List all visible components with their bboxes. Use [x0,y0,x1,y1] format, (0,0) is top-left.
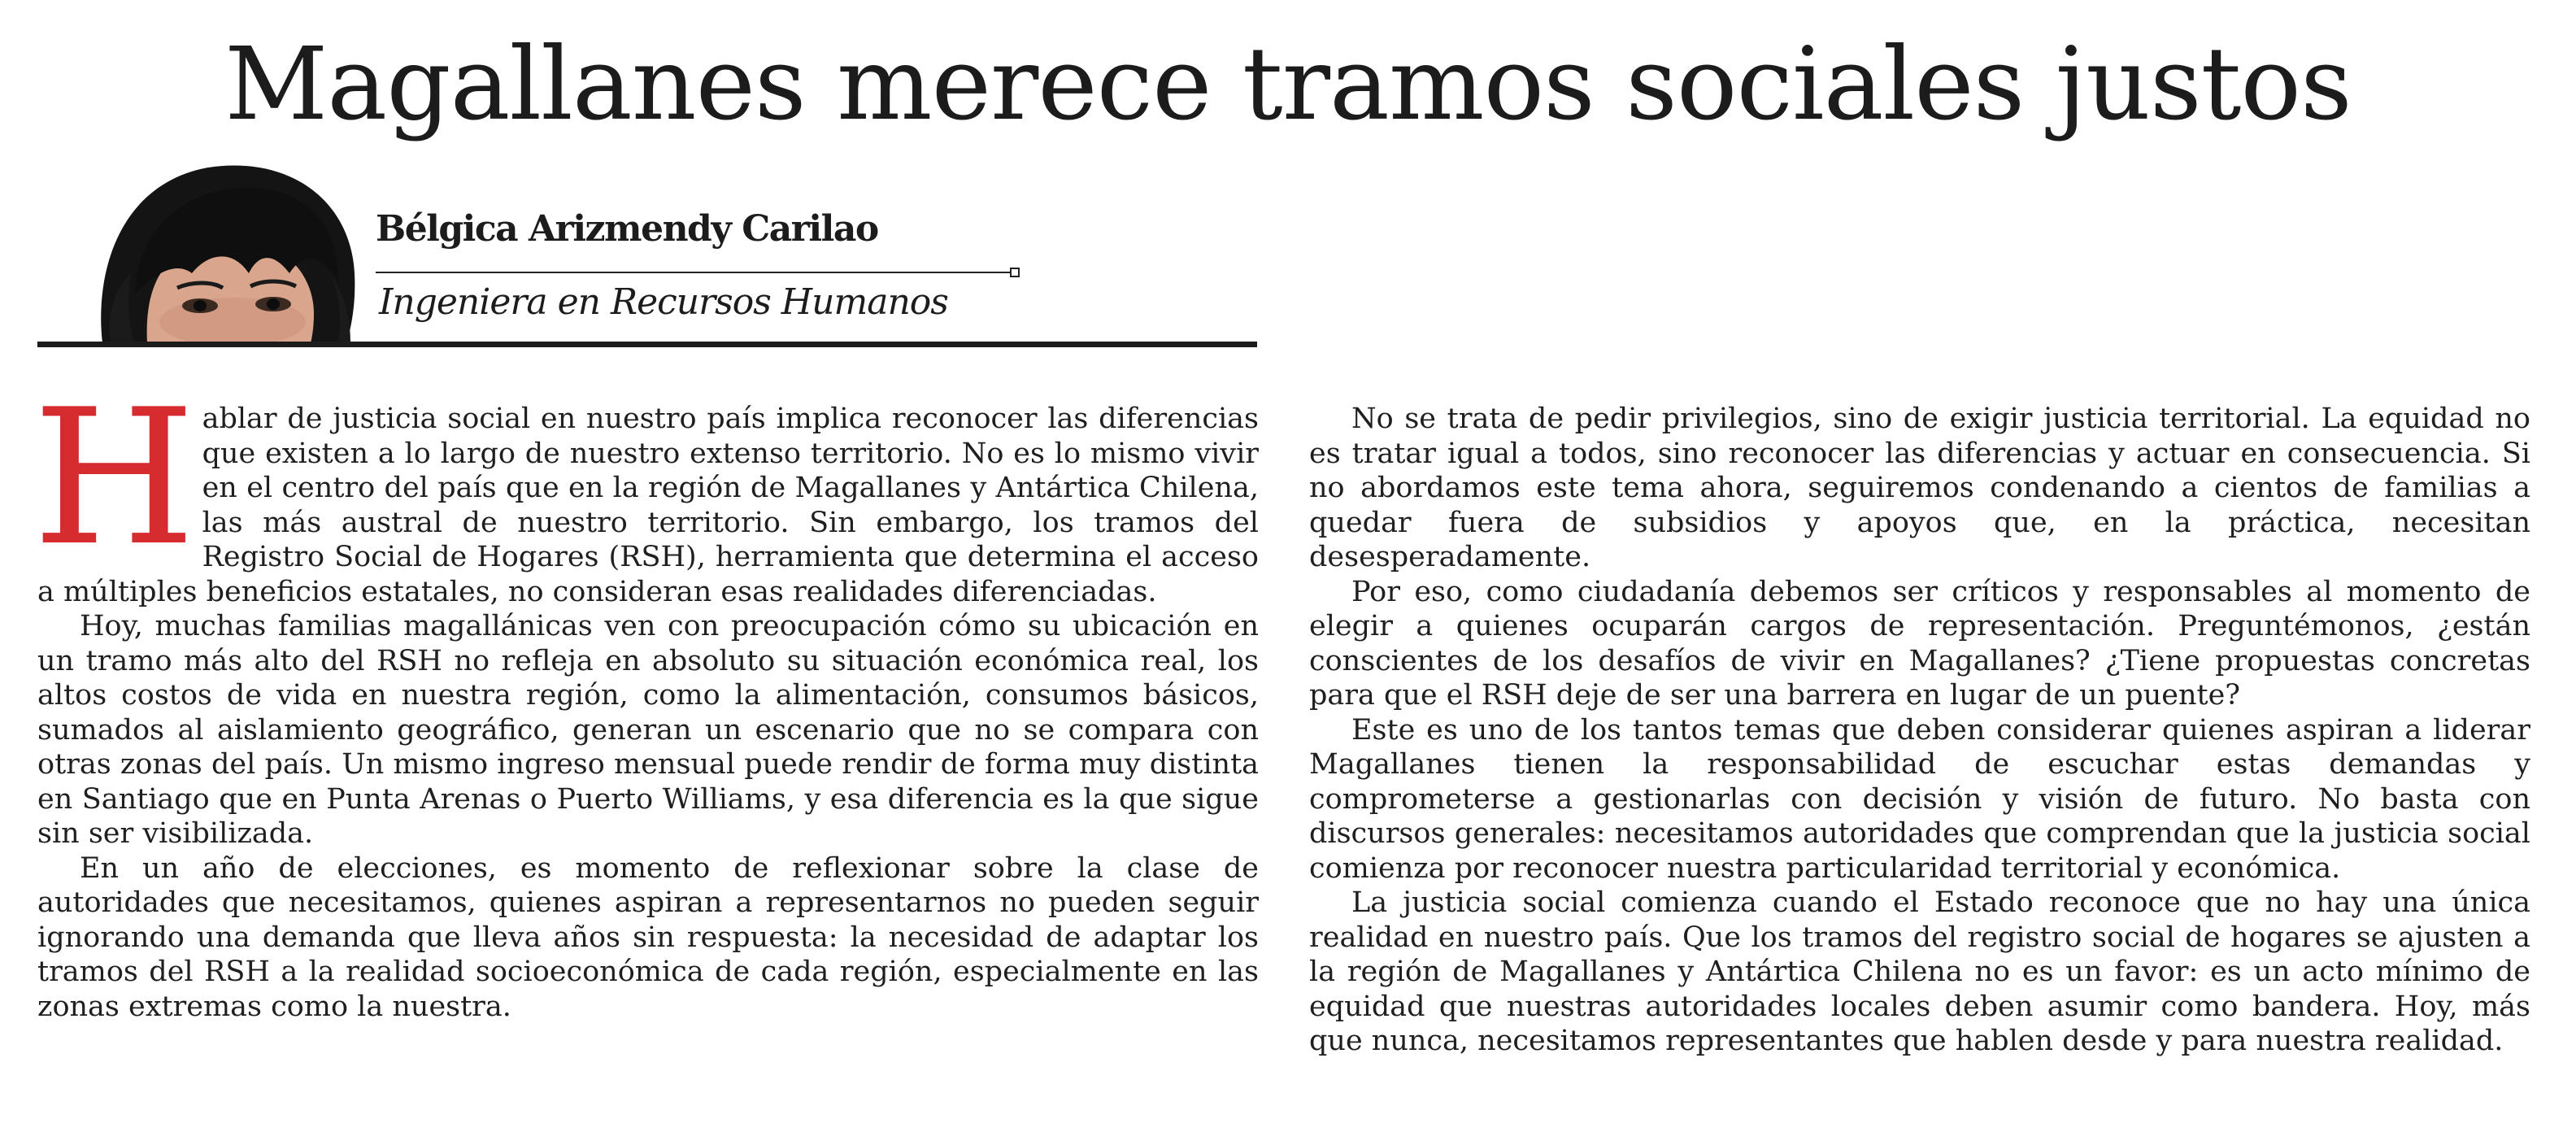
article-column-left [33,370,1259,1024]
article-paragraph: Por eso, como ciudadanía debemos ser críticos y responsables al momento de elegir a quienes ocuparán cargos de representación. Preguntémonos, ¿están conscientes de los desafíos de vivir en Magallanes? ¿Tiene propuestas concretas para que el RSH deje de ser una barrera en lugar de un puente? [1309,575,2530,712]
author-portrait [70,151,379,343]
paragraph-text: ablar de justicia social en nuestro país implica reconocer las diferencias que existen a lo largo de nuestro extenso territorio. No es lo mismo vivir en el centro del país que en la región de Magallanes y Antártica Chilena, las más austral de nuestro territorio. Sin embargo, los tramos del Registro Social de Hogares (RSH), herramienta que determina el acceso a múltiples beneficios estatales, no consideran esas realidades diferenciadas. [37,403,1259,608]
article-column-right [1309,402,2530,1059]
drop-cap: H [33,370,196,587]
header-divider [37,342,1257,347]
article-paragraph: Este es uno de los tantos temas que deben considerar quienes aspiran a liderar Magallanes tienen la responsabilidad de escuchar estas demandas y comprometerse a gestionarlas con decisión y visión de futuro. No basta con discursos generales: necesitamos autoridades que comprendan que la justicia social comienza por reconocer nuestra particularidad territorial y económica. [1309,713,2530,885]
author-name: Bélgica Arizmendy Carilao [376,208,878,250]
byline [37,151,1257,346]
author-name-rule-end [1010,268,1020,277]
article-paragraph: No se trata de pedir privilegios, sino de exigir justicia territorial. La equidad no es tratar igual a todos, sino reconocer las diferencias y actuar en consecuencia. Si no abordamos este tema ahora, seguiremos condenando a cientos de familias a quedar fuera de subsidios y apoyos que, en la práctica, necesitan desesperadamente. [1309,403,2530,573]
author-role: Ingeniera en Recursos Humanos [379,281,948,323]
author-name-rule [376,272,1010,273]
article-paragraph [33,370,1259,609]
article-paragraph: En un año de elecciones, es momento de reflexionar sobre la clase de autoridades que necesitamos, quienes aspiran a representarnos no pueden seguir ignorando una demanda que lleva años sin respuesta: la necesidad de adaptar los tramos del RSH a la realidad socioeconómica de cada región, especialmente en las zonas extremas como la nuestra. [37,851,1259,1023]
article-paragraph: La justicia social comienza cuando el Estado reconoce que no hay una única realidad en nuestro país. Que los tramos del registro social de hogares se ajusten a la región de Magallanes y Antártica Chilena no es un favor: es un acto mínimo de equidad que nuestras autoridades locales deben asumir como bandera. Hoy, más que nunca, necesitamos representantes que hablen desde y para nuestra realidad. [1309,886,2530,1057]
headline: Magallanes merece tramos sociales justos [224,26,2352,143]
article-paragraph: Hoy, muchas familias magallánicas ven con preocupación cómo su ubicación en un tramo más alto del RSH no refleja en absoluto su situación económica real, los altos costos de vida en nuestra región, como la alimentación, consumos básicos, sumados al aislamiento geográfico, generan un escenario que no se compara con otras zonas del país. Un mismo ingreso mensual puede rendir de forma muy distinta en Santiago que en Punta Arenas o Puerto Williams, y esa diferencia es la que sigue sin ser visibilizada. [37,610,1259,850]
